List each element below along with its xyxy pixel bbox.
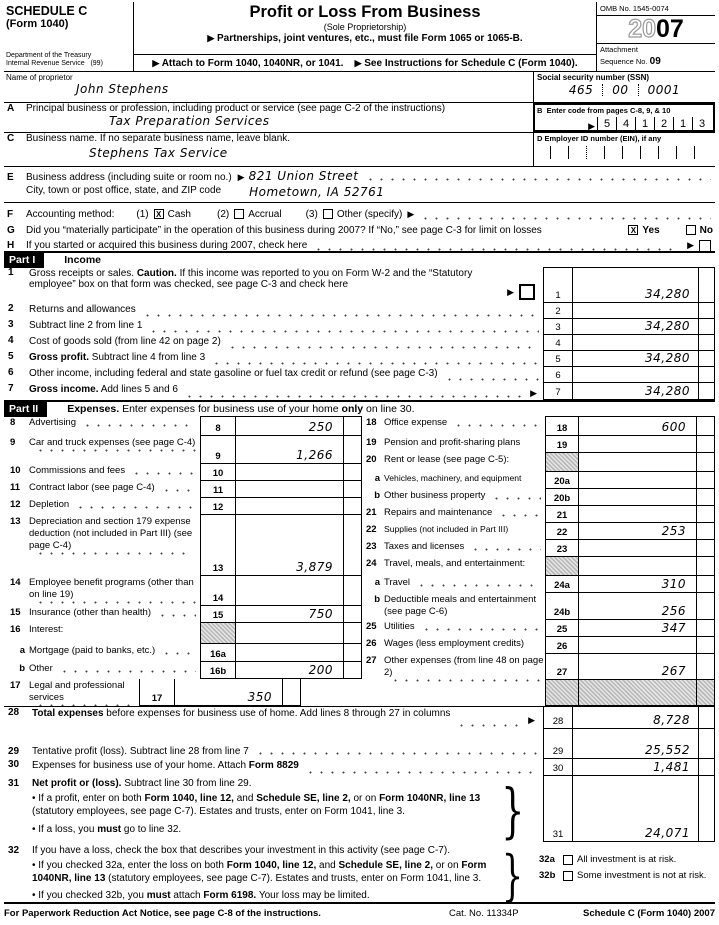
expense-row-16b: b Other 16b 200: [4, 662, 362, 679]
form-header: [4, 2, 715, 72]
line3-amount-input[interactable]: 34,280: [645, 319, 690, 333]
expense-row-27: 27 Other expenses (from line 48 on page 2) 27 267: [362, 654, 715, 680]
arrow-icon: ▶: [152, 58, 160, 68]
form-title-block: Profit or Loss From Business (Sole Proprietorship) ▶ Partnerships, joint ventures, etc., must file Form 1065 or 1065-B. ▶ Attach to Form 1040, 1040NR, or 1041. ▶ See Instructions for Schedule C (Form 1040).: [134, 2, 597, 71]
risk-option-32a: 32a All investment is at risk.: [539, 854, 677, 865]
line4-amount-input[interactable]: [573, 335, 698, 350]
brace-31: }: [501, 777, 525, 846]
line-a-label: Principal business or profession, including product or service (see page C-2 of the instructions): [26, 103, 446, 114]
amount-input-20b[interactable]: [579, 489, 696, 505]
proprietor-row: [4, 72, 715, 103]
amount-input-17[interactable]: 350: [247, 690, 272, 704]
expense-row-12: 12 Depletion 12: [4, 498, 362, 515]
expense-row-24: 24 Travel, meals, and entertainment:: [362, 557, 715, 576]
expense-row-21: 21 Repairs and maintenance 21: [362, 506, 715, 523]
amount-input-22[interactable]: 253: [661, 524, 686, 538]
part2-header: [4, 400, 715, 416]
amount-input-16a[interactable]: [236, 644, 343, 661]
amount-input-31[interactable]: 24,071: [645, 826, 690, 840]
line1-amount-input[interactable]: 34,280: [645, 287, 690, 301]
totals-section: [4, 706, 715, 846]
expense-row-24a: a Travel 24a 310: [362, 576, 715, 593]
omb-number: OMB No. 1545-0074: [597, 2, 715, 16]
expense-row-23: 23 Taxes and licenses 23: [362, 540, 715, 557]
code-b-label: Enter code from pages C-8, 9, & 10: [546, 106, 671, 115]
yes-checkbox[interactable]: X: [628, 225, 638, 235]
ssn-label: Social security number (SSN): [537, 73, 650, 82]
at-risk-options: [539, 842, 715, 908]
code-box-b: B Enter code from pages C-8, 9, & 10 ▶ 5 4 1 2 1 3: [533, 103, 715, 132]
proprietor-name-input[interactable]: John Stephens: [76, 82, 169, 96]
amount-input-28[interactable]: 8,728: [653, 713, 690, 727]
all-investment-label: All investment is at risk.: [577, 854, 677, 865]
expense-row-20a: a Vehicles, machinery, and equipment 20a: [362, 472, 715, 489]
amount-input-16b[interactable]: 200: [308, 663, 333, 677]
line31-bullet-profit: • If a profit, enter on both Form 1040, line 12, and Schedule SE, line 2, or on Form 1040NR, line 13 (statutory employees, see page C-7). Estates and trusts, enter on Form 1041, line 3.: [32, 793, 481, 817]
line2-amount-input[interactable]: [573, 303, 698, 318]
address-label: Business address (including suite or room no.): [26, 172, 232, 183]
income-row-2: 2 Returns and allowances 2: [4, 303, 715, 319]
line-c-label: Business name. If no separate business name, leave blank.: [26, 133, 291, 144]
amount-input-29[interactable]: 25,552: [645, 743, 690, 757]
amount-input-25[interactable]: 347: [661, 621, 686, 635]
amount-input-20a[interactable]: [579, 472, 696, 488]
expense-row-9: 9 Car and truck expenses (see page C-4) 9 1,266: [4, 436, 362, 464]
line32-bullet-a: • If you checked 32a, enter the loss on both Form 1040, line 12, and Schedule SE, line 2, or on Form 1040NR, line 13 (statutory employees, see page C-7). Estates and trusts, enter on Form 1041, line 3.: [32, 860, 487, 884]
no-checkbox[interactable]: [686, 225, 696, 235]
amount-input-26[interactable]: [579, 637, 696, 653]
line31-bullet-loss: • If a loss, you must go to line 32.: [32, 824, 182, 835]
arrow-icon: ▶: [207, 33, 215, 43]
business-code-input[interactable]: ▶ 5 4 1 2 1 3: [537, 117, 711, 131]
amount-input-8[interactable]: 250: [308, 420, 333, 434]
expense-row-15: 15 Insurance (other than health) 15 750: [4, 606, 362, 623]
amount-input-27[interactable]: 267: [661, 664, 686, 678]
part1-tag: Part I: [4, 253, 44, 268]
some-investment-checkbox[interactable]: [563, 871, 573, 881]
other-method-checkbox[interactable]: [323, 209, 333, 219]
amount-input-12[interactable]: [236, 498, 343, 514]
proprietor-label: Name of proprietor: [6, 73, 73, 82]
amount-input-15[interactable]: 750: [308, 607, 333, 621]
amount-input-10[interactable]: [236, 464, 343, 480]
expense-row-22: 22 Supplies (not included in Part III) 22 253: [362, 523, 715, 540]
total-row-29: 29 Tentative profit (loss). Subtract line 28 from line 7 29 25,552: [4, 729, 715, 759]
amount-input-23[interactable]: [579, 540, 696, 556]
lines-fgh: [4, 203, 715, 251]
form-id-block: [4, 2, 134, 71]
all-investment-checkbox[interactable]: [563, 855, 573, 865]
total-row-30: 30 Expenses for business use of your home. Attach Form 8829 30 1,481: [4, 759, 715, 776]
no-label: No: [699, 224, 713, 236]
cash-label: Cash: [167, 208, 191, 220]
city-state-zip-label: City, town or post office, state, and ZIP code: [26, 185, 222, 196]
amount-input-21[interactable]: [579, 506, 696, 522]
started-business-label: If you started or acquired this business during 2007, check here: [26, 240, 308, 251]
material-participation-label: Did you “materially participate” in the operation of this business during 2007? If “No,” see page C-3 for limit on losses: [26, 224, 542, 236]
line-g-row: G Did you “materially participate” in the operation of this business during 2007? If “No,” see page C-3 for limit on losses X Yes No: [7, 224, 713, 236]
income-row-4: 4 Cost of goods sold (from line 42 on page 2) 4: [4, 335, 715, 351]
amount-input-9[interactable]: 1,266: [296, 448, 333, 462]
dept-treasury: Department of the Treasury Internal Revenue Service (99): [6, 51, 103, 68]
cents-cell[interactable]: [698, 268, 714, 302]
line-a-row: [4, 103, 715, 133]
paperwork-notice: For Paperwork Reduction Act Notice, see page C-8 of the instructions.: [4, 908, 321, 919]
amount-input-24a[interactable]: 310: [661, 577, 686, 591]
other-method-label: Other (specify): [336, 208, 403, 220]
expenses-left-column: [4, 416, 362, 706]
expense-row-14: 14 Employee benefit programs (other than on line 19) 14: [4, 576, 362, 606]
expense-row-19: 19 Pension and profit-sharing plans 19: [362, 436, 715, 453]
arrow-icon: ▶: [354, 58, 362, 68]
amount-input-18[interactable]: 600: [661, 420, 686, 434]
yes-label: Yes: [642, 224, 660, 236]
income-row-3: 3 Subtract line 2 from line 1 3 34,280: [4, 319, 715, 335]
city-state-zip-input[interactable]: Hometown, IA 52761: [249, 185, 385, 199]
part1-table: [4, 267, 715, 400]
statutory-employee-checkbox[interactable]: [519, 284, 535, 300]
arrow-icon: ▶: [528, 715, 535, 725]
expense-row-20: 20 Rent or lease (see page C-5):: [362, 453, 715, 472]
line32-bullet-b: • If you checked 32b, you must attach Form 6198. Your loss may be limited.: [32, 890, 370, 901]
line32-label: If you have a loss, check the box that describes your investment in this activity (see page C-7).: [32, 845, 450, 856]
expense-row-8: 8 Advertising 8 250: [4, 416, 362, 436]
ssn-input[interactable]: 465 00 0001: [568, 83, 681, 97]
expense-row-20b: b Other business property 20b: [362, 489, 715, 506]
expense-row-16: 16 Interest:: [4, 623, 362, 644]
expense-row-13: 13 Depreciation and section 179 expense deduction (not included in Part III) (see page C-4) 13 3,879: [4, 515, 362, 576]
amount-input-30[interactable]: 1,481: [653, 760, 690, 774]
expenses-grid: [4, 416, 715, 706]
income-row-6: 6 Other income, including federal and state gasoline or fuel tax credit or refund (see page C-3) 6: [4, 367, 715, 383]
ein-box-d: D Employer ID number (EIN), if any: [533, 133, 715, 166]
line-e-row: [4, 167, 715, 203]
attachment-sequence: Attachment Sequence No. 09: [597, 43, 715, 69]
started-business-checkbox[interactable]: [699, 240, 711, 252]
expense-row-18: 18 Office expense 18 600: [362, 416, 715, 436]
line-f-row: F Accounting method: (1) X Cash (2) Accrual (3) Other (specify) ▶: [4, 206, 715, 222]
business-name-input[interactable]: Stephens Tax Service: [89, 146, 228, 160]
arrow-icon: ▶: [507, 286, 514, 297]
omb-year-block: [597, 2, 715, 71]
form-footer: [4, 902, 715, 919]
ein-label: Employer ID number (EIN), if any: [544, 134, 662, 143]
amount-input-14[interactable]: [236, 576, 343, 605]
total-row-31: 31 Net profit or (loss). Subtract line 30 from line 29. • If a profit, enter on both Form 1040, line 12, and Schedule SE, line 2, or on Form 1040NR, line 13 (statutory employees, see page C-7). Estates and trusts, enter on Form 1041, line 3. • If a loss, you must go to line 32. 31 24,071: [4, 776, 715, 842]
catalog-number: Cat. No. 11334P: [449, 908, 519, 919]
ein-input[interactable]: [537, 146, 712, 159]
expense-row-16a: a Mortgage (paid to banks, etc.) 16a: [4, 644, 362, 662]
expense-row-11: 11 Contract labor (see page C-4) 11: [4, 481, 362, 498]
income-row-1: 1 Gross receipts or sales. Caution. If this income was reported to you on Form W-2 and the “Statutory employee” box on that form was checked, see page C-3 and check here ▶ 1 34,280: [4, 267, 715, 303]
accrual-checkbox[interactable]: [234, 209, 244, 219]
amount-input-24b[interactable]: 256: [661, 604, 686, 618]
form-label: (Form 1040): [6, 18, 69, 30]
part1-header: [4, 251, 715, 267]
arrow-icon: ▶: [687, 240, 694, 250]
line-c-row: [4, 133, 715, 167]
line-h-row: H If you started or acquired this business during 2007, check here ▶: [4, 238, 715, 253]
expense-row-25: 25 Utilities 25 347: [362, 620, 715, 637]
part2-tag: Part II: [4, 402, 47, 417]
arrow-icon: ▶: [530, 388, 537, 398]
amount-input-13[interactable]: 3,879: [296, 560, 333, 574]
arrow-icon: ▶: [407, 208, 415, 219]
expense-row-24b: b Deductible meals and entertainment (see page C-6) 24b 256: [362, 593, 715, 620]
form-footer-id: Schedule C (Form 1040) 2007: [583, 908, 715, 919]
tax-year: 20 07: [628, 15, 684, 43]
line-c-id: C: [7, 133, 15, 144]
expenses-right-column: [362, 416, 715, 706]
income-row-5: 5 Gross profit. Subtract line 4 from line 3 5 34,280: [4, 351, 715, 367]
line6-amount-input[interactable]: [573, 367, 698, 382]
amount-input-19[interactable]: [579, 436, 696, 452]
arrow-icon: ▶: [237, 172, 245, 182]
line5-amount-input[interactable]: 34,280: [645, 351, 690, 365]
part2-title: Expenses. Enter expenses for business use of your home only on line 30.: [67, 403, 415, 415]
some-investment-label: Some investment is not at risk.: [577, 869, 707, 881]
expense-row-26: 26 Wages (less employment credits) 26: [362, 637, 715, 654]
line1-label: Gross receipts or sales. Caution. If this income was reported to you on Form W-2 and the “Statutory employee” box on that form was checked, see page C-3 and check here: [29, 268, 473, 290]
risk-option-32b: 32b Some investment is not at risk.: [539, 869, 707, 881]
accounting-method-label: Accounting method:: [26, 208, 115, 220]
total-row-28: 28 Total expenses before expenses for business use of home. Add lines 8 through 27 in columns ▶ 28 8,728: [4, 707, 715, 729]
expense-row-17: 17 Legal and professional services 17 350: [4, 679, 362, 706]
subtitle: (Sole Proprietorship): [323, 22, 407, 32]
schedule-label: SCHEDULE C: [6, 4, 88, 18]
street-address-input[interactable]: 821 Union Street: [248, 169, 359, 183]
expense-row-10: 10 Commissions and fees 10: [4, 464, 362, 481]
line-e-id: E: [7, 172, 14, 183]
page-title: Profit or Loss From Business: [249, 3, 481, 21]
accrual-label: Accrual: [248, 208, 282, 220]
cash-checkbox[interactable]: X: [154, 209, 164, 219]
income-row-7: 7 Gross income. Add lines 5 and 6 ▶ 7 34,280: [4, 383, 715, 400]
ssn-box: [533, 72, 715, 102]
shaded-filler-row: [362, 680, 715, 706]
amount-input-11[interactable]: [236, 481, 343, 497]
arrow-icon: ▶: [588, 121, 595, 131]
line32-section: 32 If you have a loss, check the box that describes your investment in this activity (see page C-7). • If you checked 32a, enter the loss on both Form 1040, line 12, and Schedule SE, line 2, or on Form 1040NR, line 13 (statutory employees, see page C-7). Estates and trusts, enter on Form 1041, line 3. • If you checked 32b, you must attach Form 6198. Your loss may be limited. 32a All investment is at risk. 32b Some investment is not at risk. }: [4, 842, 715, 908]
brace-32: }: [501, 844, 524, 908]
line7-amount-input[interactable]: 34,280: [645, 384, 690, 398]
part1-title: Income: [64, 254, 102, 266]
business-profession-input[interactable]: Tax Preparation Services: [109, 114, 270, 128]
line-a-id: A: [7, 103, 15, 114]
